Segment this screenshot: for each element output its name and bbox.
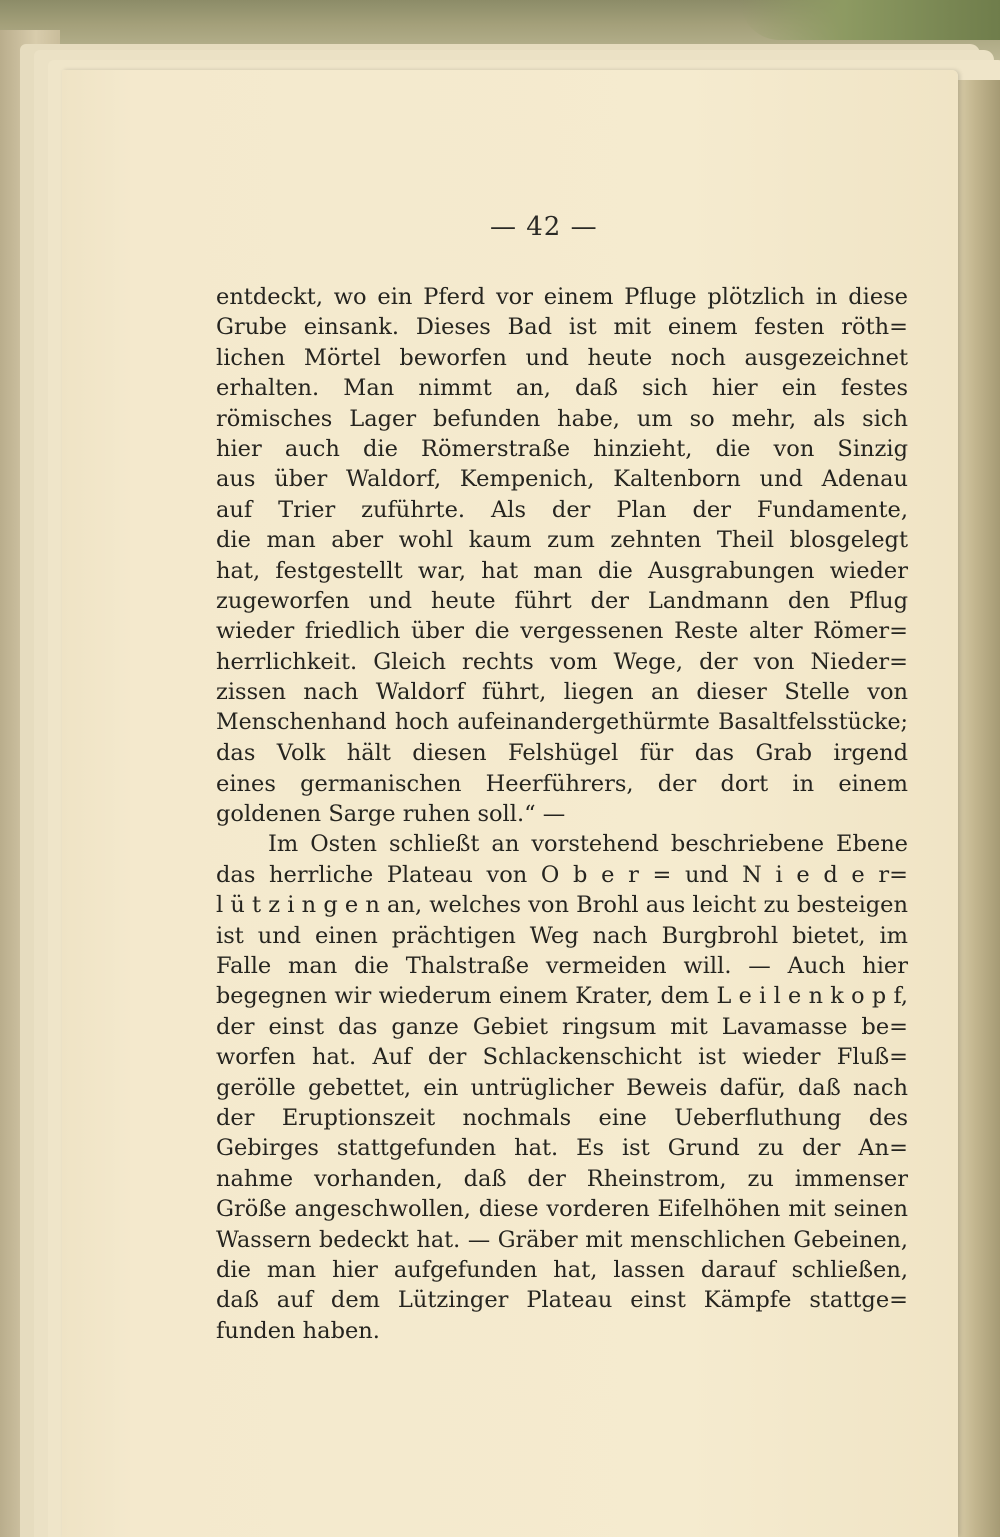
text-line: zugeworfen und heute führt der Landmann den Pflug	[216, 588, 908, 615]
text-line: ist und einen prächtigen Weg nach Burgbrohl bietet, im	[216, 922, 908, 949]
text-line: das herrliche Plateau von O b e r = und N i e d e r=	[216, 861, 908, 888]
text-line: daß auf dem Lützinger Plateau einst Kämpfe stattge=	[216, 1287, 908, 1314]
text-line: Größe angeschwollen, diese vorderen Eifelhöhen mit seinen	[216, 1196, 908, 1223]
text-line: erhalten. Man nimmt an, daß sich hier ein festes	[216, 375, 908, 402]
page-number: — 42 —	[490, 212, 598, 242]
text-line: begegnen wir wiederum einem Krater, dem L e i l e n k o p f,	[216, 983, 908, 1010]
text-line: die man hier aufgefunden hat, lassen darauf schließen,	[216, 1257, 908, 1283]
text-line: Im Osten schließt an vorstehend beschriebene Ebene	[268, 831, 908, 858]
text-line: auf Trier zuführte. Als der Plan der Fundamente,	[216, 496, 908, 523]
text-line: Falle man die Thalstraße vermeiden will. — Auch hier	[216, 952, 908, 979]
text-line: goldenen Sarge ruhen soll.“ —	[216, 800, 566, 827]
text-line: zissen nach Waldorf führt, liegen an dieser Stelle von	[216, 679, 908, 706]
text-line: eines germanischen Heerführers, der dort in einem	[216, 770, 908, 797]
text-line: worfen hat. Auf der Schlackenschicht ist wieder Fluß=	[216, 1044, 908, 1071]
text-line: entdeckt, wo ein Pferd vor einem Pfluge plötzlich in diese	[216, 284, 908, 310]
text-line: lichen Mörtel beworfen und heute noch ausgezeichnet	[216, 344, 908, 371]
text-line: Grube einsank. Dieses Bad ist mit einem festen röth=	[216, 314, 908, 341]
text-line: hat, festgestellt war, hat man die Ausgrabungen wieder	[216, 557, 908, 584]
text-line: die man aber wohl kaum zum zehnten Theil blosgelegt	[216, 527, 908, 554]
page-edges	[958, 80, 1000, 1537]
text-line: nahme vorhanden, daß der Rheinstrom, zu immenser	[216, 1165, 908, 1192]
text-line: l ü t z i n g e n an, welches von Brohl aus leicht zu besteigen	[216, 892, 908, 919]
text-line: römisches Lager befunden habe, um so mehr, als sich	[216, 405, 908, 432]
text-line: gerölle gebettet, ein untrüglicher Beweis dafür, daß nach	[216, 1074, 908, 1101]
text-line: Wassern bedeckt hat. — Gräber mit menschlichen Gebeinen,	[216, 1226, 908, 1253]
body-text	[216, 282, 908, 1346]
text-line: aus über Waldorf, Kempenich, Kaltenborn und Adenau	[216, 466, 908, 493]
text-line: hier auch die Römerstraße hinzieht, die von Sinzig	[216, 436, 908, 463]
text-line: der Eruptionszeit nochmals eine Ueberfluthung des	[216, 1104, 908, 1131]
text-line: Menschenhand hoch aufeinandergethürmte Basaltfelsstücke;	[216, 709, 908, 735]
text-line: der einst das ganze Gebiet ringsum mit Lavamasse be=	[216, 1013, 908, 1040]
text-line: wieder friedlich über die vergessenen Reste alter Römer=	[216, 618, 908, 645]
text-line: das Volk hält diesen Felshügel für das Grab irgend	[216, 740, 908, 767]
text-line: herrlichkeit. Gleich rechts vom Wege, der von Nieder=	[216, 648, 908, 675]
text-line: funden haben.	[216, 1317, 380, 1344]
text-line: Gebirges stattgefunden hat. Es ist Grund zu der An=	[216, 1135, 908, 1162]
